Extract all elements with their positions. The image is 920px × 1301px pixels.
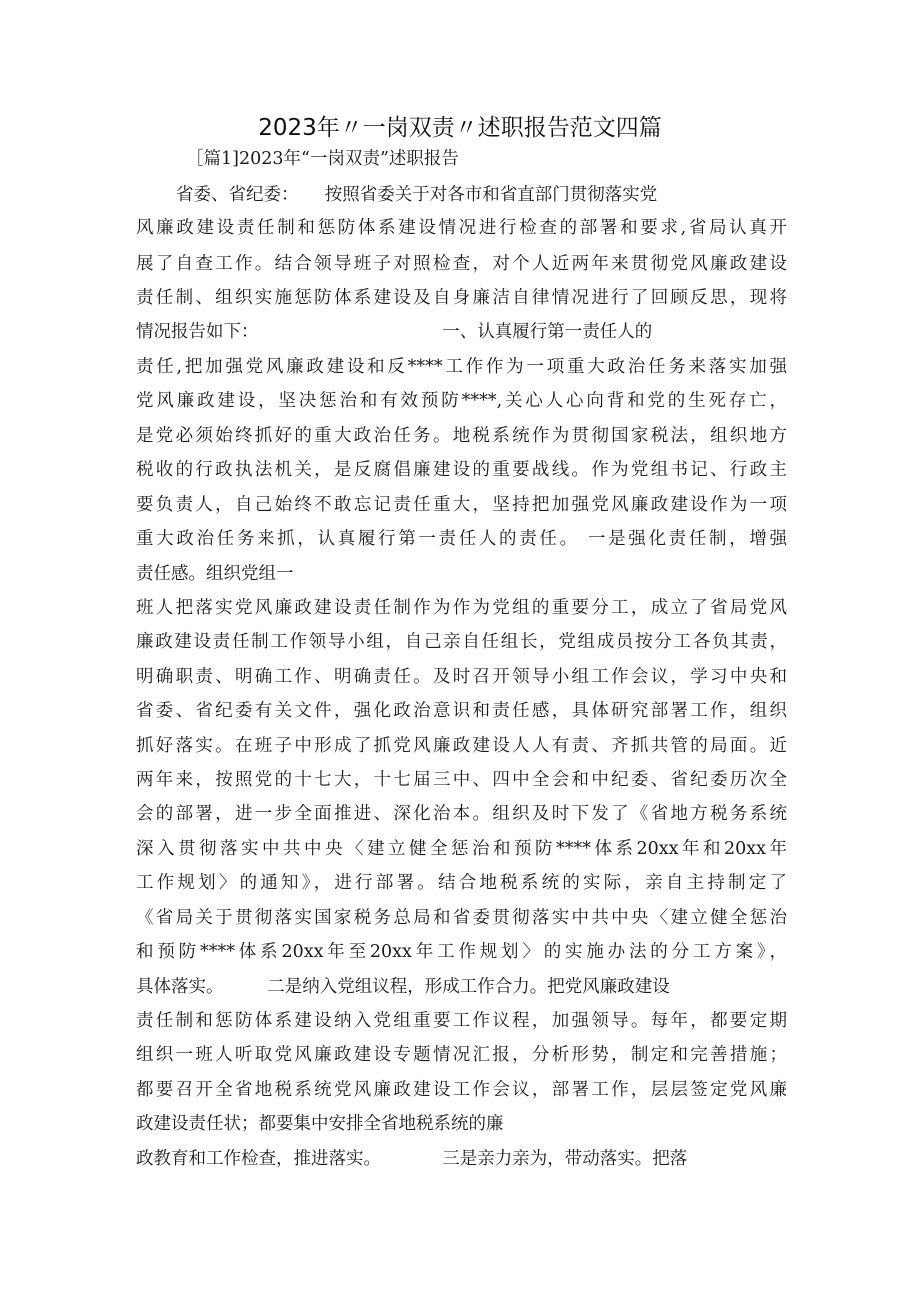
text-line: 和预防****体系20xx年至20xx年工作规划〉的实施办法的分工方案》， bbox=[136, 942, 787, 962]
text-line: 情况报告如下： 一、认真履行第一责任人的 bbox=[136, 322, 653, 342]
text-line: 《省局关于贯彻落实国家税务总局和省委贯彻落实中共中央〈建立健全惩治 bbox=[136, 908, 787, 928]
text-line: 要负责人，自己始终不敢忘记责任重大，坚持把加强党风廉政建设作为一项 bbox=[136, 495, 787, 515]
text-line: 党风廉政建设，坚决惩治和有效预防****,关心人心向背和党的生死存亡， bbox=[136, 391, 787, 411]
text-line: 都要召开全省地税系统党风廉政建设工作会议，部署工作，层层签定党风廉 bbox=[136, 1080, 787, 1100]
text-line: 政建设责任状；都要集中安排全省地税系统的廉 bbox=[136, 1114, 504, 1134]
text-line: 省委、省纪委： 按照省委关于对各市和省直部门贯彻落实党 bbox=[176, 185, 658, 205]
text-line: 省委、省纪委有关文件，强化政治意识和责任感，具体研究部署工作，组织 bbox=[136, 701, 787, 721]
text-line: 抓好落实。在班子中形成了抓党风廉政建设人人有责、齐抓共管的局面。近 bbox=[136, 736, 787, 756]
text-line: 会的部署，进一步全面推进、深化治本。组织及时下发了《省地方税务系统 bbox=[136, 804, 787, 824]
text-line: 是党必须始终抓好的重大政治任务。地税系统作为贯彻国家税法，组织地方 bbox=[136, 426, 787, 446]
text-line: 组织一班人听取党风廉政建设专题情况汇报，分析形势，制定和完善措施； bbox=[136, 1045, 787, 1065]
text-line: 工作规划〉的通知》，进行部署。结合地税系统的实际，亲自主持制定了 bbox=[136, 873, 787, 893]
text-line: 廉政建设责任制工作领导小组，自己亲自任组长，党组成员按分工各负其责， bbox=[136, 632, 787, 652]
text-line: 政教育和工作检查，推进落实。 三是亲力亲为，带动落实。把落 bbox=[136, 1149, 688, 1169]
text-line: 责任感。组织党组一 bbox=[136, 564, 294, 584]
text-line: 班人把落实党风廉政建设责任制作为作为党组的重要分工，成立了省局党风 bbox=[136, 598, 787, 618]
text-line: 重大政治任务来抓，认真履行第一责任人的责任。 一是强化责任制，增强 bbox=[136, 529, 787, 549]
text-line: 展了自查工作。结合领导班子对照检查，对个人近两年来贯彻党风廉政建设 bbox=[136, 254, 787, 274]
text-line: 深入贯彻落实中共中央〈建立健全惩治和预防****体系20xx年和20xx年 bbox=[136, 839, 787, 859]
text-line: 责任,把加强党风廉政建设和反****工作作为一项重大政治任务来落实加强 bbox=[136, 357, 787, 377]
text-line: 具体落实。 二是纳入党组议程，形成工作合力。把党风廉政建设 bbox=[136, 977, 670, 997]
text-line: 明确职责、明确工作、明确责任。及时召开领导小组工作会议，学习中央和 bbox=[136, 667, 787, 687]
document-title: 2023年〃一岗双责〃述职报告范文四篇 bbox=[258, 115, 662, 141]
text-line: 责任制和惩防体系建设纳入党组重要工作议程，加强领导。每年，都要定期 bbox=[136, 1011, 787, 1031]
text-line: 风廉政建设责任制和惩防体系建设情况进行检查的部署和要求,省局认真开 bbox=[136, 218, 787, 238]
text-line: 两年来，按照党的十七大，十七届三中、四中全会和中纪委、省纪委历次全 bbox=[136, 770, 787, 790]
text-line: 责任制、组织实施惩防体系建设及自身廉洁自律情况进行了回顾反思，现将 bbox=[136, 288, 787, 308]
text-line: 税收的行政执法机关，是反腐倡廉建设的重要战线。作为党组书记、行政主 bbox=[136, 460, 787, 480]
section-heading: ［篇1]2023年“一岗双责”述职报告 bbox=[186, 149, 459, 169]
